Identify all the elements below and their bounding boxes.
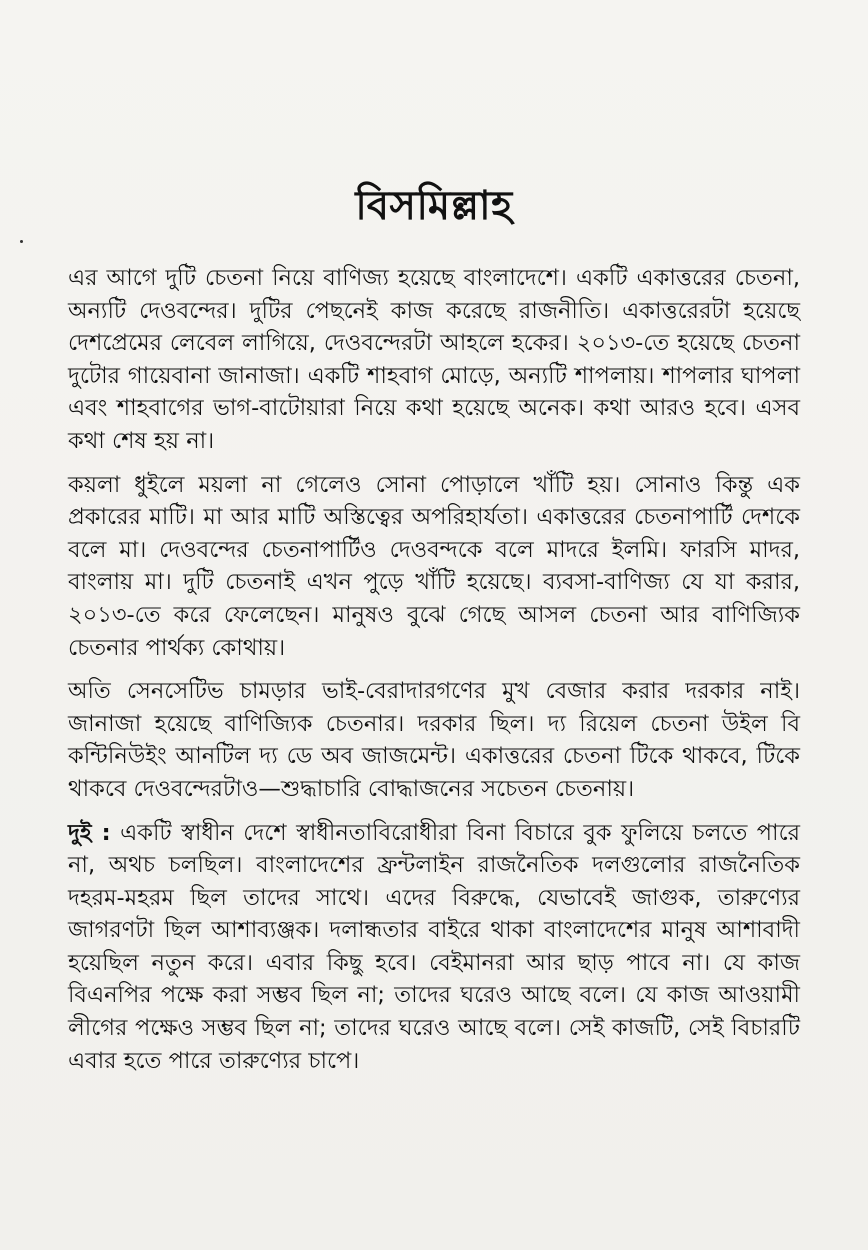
chapter-title: বিসমিল্লাহ: [355, 183, 513, 229]
paragraph-4: [68, 817, 800, 1078]
paragraph-text: একটি স্বাধীন দেশে স্বাধীনতাবিরোধীরা বিনা বিচারে বুক ফুলিয়ে চলতে পারে না, অথচ চলছিল। বাংলাদেশের ফ্রন্টলাইন রাজনৈতিক দলগুলোর রাজনৈতিক দহরম-মহরম ছিল তাদের সাথে। এদের বিরুদ্ধে, যেভাবেই জাগুক, তারুণ্যের জাগরণটা ছিল আশাব্যঞ্জক। দলান্ধতার বাইরে থাকা বাংলাদেশের মানুষ আশাবাদী হয়েছিল নতুন করে। এবার কিছু হবে। বেইমানরা আর ছাড় পাবে না। যে কাজ বিএনপির পক্ষে করা সম্ভব ছিল না; তাদের ঘরেও আছে বলে। যে কাজ আওয়ামী লীগের পক্ষেও সম্ভব ছিল না; তাদের ঘরেও আছে বলে। সেই কাজটি, সেই বিচারটি এবার হতে পারে তারুণ্যের চাপে।: [68, 819, 800, 1074]
section-label: দুই :: [68, 819, 111, 846]
paragraph-2: [68, 469, 800, 665]
paragraph-text: কয়লা ধুইলে ময়লা না গেলেও সোনা পোড়ালে খাঁটি হয়। সোনাও কিন্তু এক প্রকারের মাটি। মা আর মাটি অস্তিত্বের অপরিহার্যতা। একাত্তরের চেতনাপার্টি দেশকে বলে মা। দেওবন্দের চেতনাপার্টিও দেওবন্দকে বলে মাদরে ইলমি। ফারসি মাদর, বাংলায় মা। দুটি চেতনাই এখন পুড়ে খাঁটি হয়েছে। ব্যবসা-বাণিজ্য যে যা করার, ২০১৩-তে করে ফেলেছেন। মানুষও বুঝে গেছে আসল চেতনা আর বাণিজ্যিক চেতনার পার্থক্য কোথায়।: [68, 471, 800, 661]
paragraph-text: এর আগে দুটি চেতনা নিয়ে বাণিজ্য হয়েছে বাংলাদেশে। একটি একাত্তরের চেতনা, অন্যটি দেওবন্দের। দুটির পেছনেই কাজ করেছে রাজনীতি। একাত্তরেরটা হয়েছে দেশপ্রেমের লেবেল লাগিয়ে, দেওবন্দেরটা আহলে হকের। ২০১৩-তে হয়েছে চেতনা দুটোর গায়েবানা জানাজা। একটি শাহবাগ মোড়ে, অন্যটি শাপলায়। শাপলার ঘাপলা এবং শাহবাগের ভাগ-বাটোয়ারা নিয়ে কথা হয়েছে অনেক। কথা আরও হবে। এসব কথা শেষ হয় না।: [68, 265, 800, 454]
ink-speck: [20, 240, 23, 243]
paragraph-3: [68, 675, 800, 805]
paragraph-text: অতি সেনসেটিভ চামড়ার ভাই-বেরাদারগণের মুখ বেজার করার দরকার নাই। জানাজা হয়েছে বাণিজ্যিক চেতনার। দরকার ছিল। দ্য রিয়েল চেতনা উইল বি কন্টিনিউইং আনটিল দ্য ডে অব জাজমেন্ট। একাত্তরের চেতনা টিকে থাকবে, টিকে থাকবে দেওবন্দেরটাও—শুদ্ধাচারি বোদ্ধাজনের সচেতন চেতনায়।: [68, 678, 800, 802]
body-text: [68, 262, 800, 1088]
paragraph-1: [68, 262, 800, 458]
